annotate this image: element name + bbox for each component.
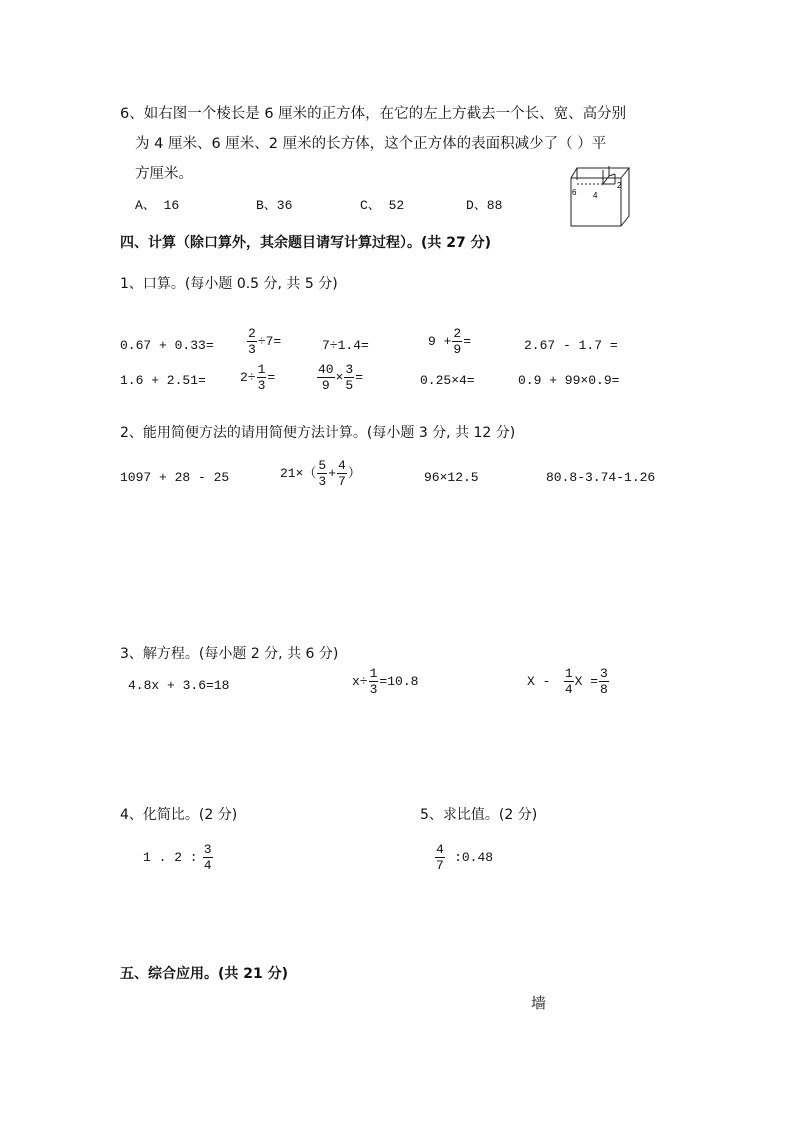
p2-title: 2、能用简便方法的请用简便方法计算。(每小题 3 分, 共 12 分) bbox=[120, 425, 516, 441]
wall-label: 墙 bbox=[531, 994, 547, 1012]
q6-option-c: C、 52 bbox=[360, 198, 405, 213]
p2-b: 21×（ $\frac{5}{3}$ + $\frac{4}{7}$ ） bbox=[280, 458, 361, 489]
section5-title: 五、综合应用。(共 21 分) bbox=[120, 966, 289, 982]
p1-row2-a: 1.6 + 2.51= bbox=[120, 373, 206, 388]
p2-c: 96×12.5 bbox=[424, 470, 479, 485]
p3-title: 3、解方程。(每小题 2 分, 共 6 分) bbox=[120, 646, 339, 662]
p1-row2-e: 0.9 + 99×0.9= bbox=[518, 373, 620, 388]
figure-label-side: 6 bbox=[572, 188, 577, 197]
p2-a: 1097 + 28 - 25 bbox=[120, 470, 230, 485]
p1-row2-b: 2÷ $\frac{1}{3}$ = bbox=[240, 362, 276, 393]
p1-title: 1、口算。(每小题 0.5 分, 共 5 分) bbox=[120, 276, 338, 292]
p1-row1-d: 9 + $\frac{2}{9}$ = bbox=[428, 326, 472, 357]
p2-d: 80.8-3.74-1.26 bbox=[546, 470, 656, 485]
p1-row1-a: 0.67 + 0.33= bbox=[120, 338, 214, 353]
p5-title: 5、求比值。(2 分) bbox=[420, 807, 538, 823]
q6-line2: 为 4 厘米、6 厘米、2 厘米的长方体，这个正方体的表面积减少了（ ）平 bbox=[135, 136, 607, 152]
q6-line1: 6、如右图一个棱长是 6 厘米的正方体，在它的左上方截去一个长、宽、高分别 bbox=[120, 106, 627, 122]
q6-option-a: A、 16 bbox=[135, 198, 180, 213]
p1-row1-e: 2.67 - 1.7 = bbox=[524, 338, 618, 353]
p1-row2-c: $\frac{40}{9}$ × $\frac{3}{5}$ = bbox=[318, 362, 364, 393]
p4-expr: 1 . 2 : $\frac{3}{4}$ bbox=[143, 842, 212, 873]
section4-title: 四、计算（除口算外，其余题目请写计算过程）。(共 27 分) bbox=[120, 235, 492, 251]
p5-expr: $\frac{4}{7}$ :0.48 bbox=[436, 842, 494, 873]
p1-row1-c: 7÷1.4= bbox=[322, 338, 369, 353]
p1-row1-b: $\frac{2}{3}$ ÷7= bbox=[248, 326, 282, 357]
figure-label-right: 2 bbox=[617, 181, 622, 190]
q6-line3: 方厘米。 bbox=[135, 166, 193, 182]
q6-option-d: D、88 bbox=[466, 198, 503, 213]
q6-option-b: B、36 bbox=[256, 198, 293, 213]
p1-row2-d: 0.25×4= bbox=[420, 373, 475, 388]
p3-a: 4.8x + 3.6=18 bbox=[128, 678, 230, 693]
p3-b: x÷ $\frac{1}{3}$ =10.8 bbox=[352, 666, 419, 697]
cube-cut-figure bbox=[563, 162, 633, 230]
p4-title: 4、化简比。(2 分) bbox=[120, 807, 238, 823]
p3-c: X - $\frac{1}{4}$ X = $\frac{3}{8}$ bbox=[527, 666, 608, 697]
figure-label-bottom: 4 bbox=[593, 191, 598, 200]
